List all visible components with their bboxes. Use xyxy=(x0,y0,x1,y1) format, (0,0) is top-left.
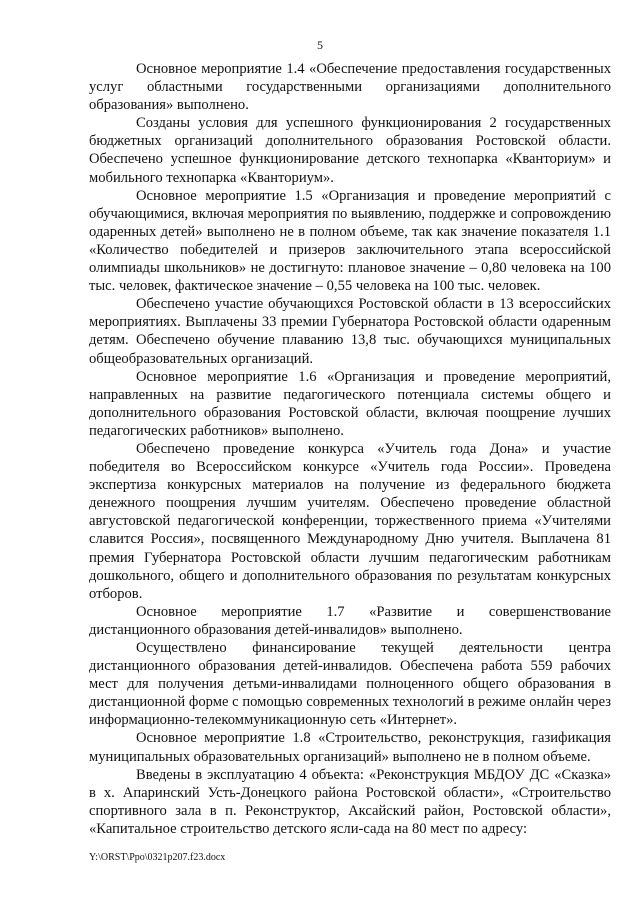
paragraph: Введены в эксплуатацию 4 объекта: «Реконструкция МБДОУ ДС «Сказка» в х. Апаринский Усть-Донецкого района Ростовской области», «Строительство спортивного зала в п. Реконструктор, Аксайский район, Ростовской области», «Капитальное строительство детского ясли-сада на 80 мест по адресу: xyxy=(89,766,611,837)
paragraph: Основное мероприятие 1.6 «Организация и проведение мероприятий, направленных на развитие педагогического потенциала системы общего и дополнительного образования Ростовской области, включая поощрение лучших педагогических работников» выполнено. xyxy=(89,368,611,439)
paragraph: Основное мероприятие 1.7 «Развитие и совершенствование дистанционного образования детей-инвалидов» выполнено. xyxy=(89,603,611,638)
paragraph: Осуществлено финансирование текущей деятельности центра дистанционного образования детей-инвалидов. Обеспечена работа 559 рабочих мест для получения детьми-инвалидами полноценного общего образования в дистанционной форме с помощью современных технологий в режиме онлайн через информационно-телекоммуникационную сеть «Интернет». xyxy=(89,640,611,729)
paragraph: Основное мероприятие 1.5 «Организация и проведение мероприятий с обучающимися, включая мероприятия по выявлению, поддержке и сопровождению одаренных детей» выполнено не в полном объеме, так как значение показателя 1.1 «Количество победителей и призеров заключительного этапа всероссийской олимпиады школьников» не достигнуто: плановое значение – 0,80 человека на 100 тыс. человек, фактическое значение – 0,55 человека на 100 тыс. человек. xyxy=(89,187,611,295)
paragraph: Обеспечено участие обучающихся Ростовской области в 13 всероссийских мероприятиях. Выплачены 33 премии Губернатора Ростовской области одаренным детям. Обеспечено обучение плаванию 13,8 тыс. обучающихся муниципальных общеобразовательных организаций. xyxy=(89,296,611,367)
page-number: 5 xyxy=(317,38,323,52)
file-path-footer: Y:\ORST\Ppo\0321p207.f23.docx xyxy=(89,852,226,863)
paragraph: Основное мероприятие 1.4 «Обеспечение предоставления государственных услуг областными государственными организациями дополнительного образования» выполнено. xyxy=(89,61,611,114)
paragraph: Обеспечено проведение конкурса «Учитель года Дона» и участие победителя во Всероссийском конкурсе «Учитель года России». Проведена экспертиза конкурсных материалов на получение из федерального бюджета денежного поощрения лучшим учителям. Обеспечено проведение областной августовской педагогической конференции, торжественного приема «Учителями славится Россия», посвященного Международному Дню учителя. Выплачена 81 премия Губернатора Ростовской области лучшим педагогическим работникам дошкольного, общего и дополнительного образования по результатам конкурсных отборов. xyxy=(89,440,611,602)
paragraph: Созданы условия для успешного функционирования 2 государственных бюджетных организаций дополнительного образования Ростовской области. Обеспечено успешное функционирование детского технопарка «Кванториум» и мобильного технопарка «Кванториум». xyxy=(89,115,611,186)
paragraph: Основное мероприятие 1.8 «Строительство, реконструкция, газификация муниципальных образовательных организаций» выполнено не в полном объеме. xyxy=(89,730,611,765)
document-body xyxy=(89,60,611,838)
